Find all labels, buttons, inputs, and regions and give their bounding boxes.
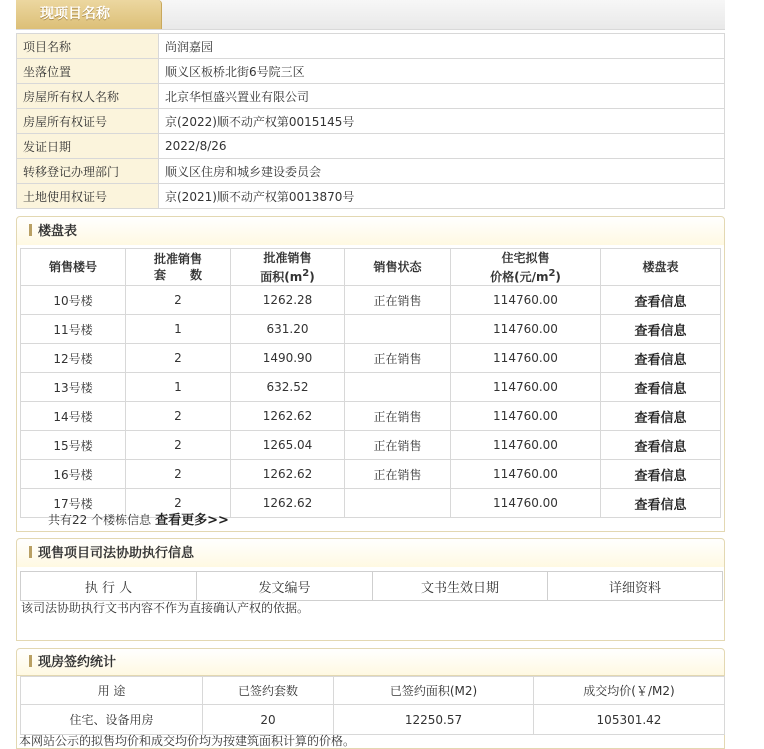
buildings-section-title: 楼盘表	[38, 224, 78, 239]
buildings-count-text: 共有22 个楼栋信息	[48, 513, 152, 527]
units: 2	[126, 460, 231, 489]
col-header-signed-count: 已签约套数	[203, 677, 334, 705]
area: 1490.90	[231, 344, 345, 373]
buildings-section-header	[16, 216, 725, 246]
info-value: 尚润嘉园	[159, 34, 725, 59]
info-row	[17, 159, 725, 184]
units: 2	[126, 402, 231, 431]
info-label: 项目名称	[17, 34, 159, 59]
col-header-area: 批准销售 面积$(m^2)$	[231, 249, 345, 286]
view-more-link[interactable]: 查看更多>>	[155, 513, 229, 528]
info-label: 转移登记办理部门	[17, 159, 159, 184]
info-row	[17, 59, 725, 84]
units: 2	[126, 431, 231, 460]
area: 1262.62	[231, 489, 345, 518]
info-label: 发证日期	[17, 134, 159, 159]
info-row	[17, 184, 725, 209]
view-info-link[interactable]: 查看信息	[601, 315, 721, 344]
sales-status	[345, 373, 451, 402]
info-label: 土地使用权证号	[17, 184, 159, 209]
col-header-avg-price: 成交均价(￥/M2)	[534, 677, 725, 705]
view-info-link[interactable]: 查看信息	[601, 286, 721, 315]
judicial-header-row	[21, 572, 723, 601]
price: 114760.00	[451, 431, 601, 460]
building-no: 13号楼	[21, 373, 126, 402]
building-no: 12号楼	[21, 344, 126, 373]
judicial-table	[20, 571, 723, 601]
price: 114760.00	[451, 460, 601, 489]
col-header-use: 用 途	[21, 677, 203, 705]
signed-area: 12250.57	[334, 705, 534, 735]
price: 114760.00	[451, 402, 601, 431]
view-info-link[interactable]: 查看信息	[601, 344, 721, 373]
col-header-price: 住宅拟售 价格(元$/m^2$)	[451, 249, 601, 286]
stats-note: 本网站公示的拟售均价和成交均价均为按建筑面积计算的价格。	[19, 734, 356, 748]
stats-section-title: 现房签约统计	[38, 655, 117, 670]
col-header-table: 楼盘表	[601, 249, 721, 286]
signed-count: 20	[203, 705, 334, 735]
info-label: 房屋所有权人名称	[17, 84, 159, 109]
table-row	[21, 344, 721, 373]
section-marker-icon	[29, 655, 32, 667]
view-info-link[interactable]: 查看信息	[601, 373, 721, 402]
units: 2	[126, 489, 231, 518]
col-header-signed-area: 已签约面积(M2)	[334, 677, 534, 705]
col-header-effective-date: 文书生效日期	[373, 572, 548, 601]
building-no: 15号楼	[21, 431, 126, 460]
sales-status: 正在销售	[345, 286, 451, 315]
project-info-table	[16, 33, 725, 209]
area: 1262.62	[231, 402, 345, 431]
use: 住宅、设备用房	[21, 705, 203, 735]
table-row	[21, 402, 721, 431]
units: 2	[126, 344, 231, 373]
price: 114760.00	[451, 315, 601, 344]
col-header-building: 销售楼号	[21, 249, 126, 286]
info-value: 京(2022)顺不动产权第0015145号	[159, 109, 725, 134]
table-row	[21, 315, 721, 344]
info-value: 京(2021)顺不动产权第0013870号	[159, 184, 725, 209]
col-header-units: 批准销售 套 数	[126, 249, 231, 286]
info-row	[17, 109, 725, 134]
buildings-table	[20, 248, 721, 518]
info-value: 顺义区板桥北街6号院三区	[159, 59, 725, 84]
info-value: 北京华恒盛兴置业有限公司	[159, 84, 725, 109]
units: 1	[126, 315, 231, 344]
col-header-details: 详细资料	[548, 572, 723, 601]
view-info-link[interactable]: 查看信息	[601, 431, 721, 460]
area: 1262.28	[231, 286, 345, 315]
info-row	[17, 84, 725, 109]
info-label: 坐落位置	[17, 59, 159, 84]
table-row	[21, 431, 721, 460]
building-no: 17号楼	[21, 489, 126, 518]
stats-header-row	[21, 677, 725, 705]
area: 632.52	[231, 373, 345, 402]
header-bar	[16, 0, 725, 30]
building-no: 14号楼	[21, 402, 126, 431]
view-info-link[interactable]: 查看信息	[601, 489, 721, 518]
col-header-executor: 执 行 人	[21, 572, 197, 601]
units: 2	[126, 286, 231, 315]
sales-status	[345, 315, 451, 344]
price: 114760.00	[451, 489, 601, 518]
table-row	[21, 460, 721, 489]
sales-status: 正在销售	[345, 460, 451, 489]
info-row	[17, 134, 725, 159]
info-value: 顺义区住房和城乡建设委员会	[159, 159, 725, 184]
price: 114760.00	[451, 286, 601, 315]
judicial-section-title: 现售项目司法协助执行信息	[38, 546, 195, 561]
judicial-note: 该司法协助执行文书内容不作为直接确认产权的依据。	[21, 601, 310, 615]
table-row	[21, 286, 721, 315]
info-label: 房屋所有权证号	[17, 109, 159, 134]
sales-status: 正在销售	[345, 431, 451, 460]
view-info-link[interactable]: 查看信息	[601, 402, 721, 431]
judicial-section-header	[16, 538, 725, 568]
info-row	[17, 34, 725, 59]
buildings-summary	[48, 509, 229, 528]
area: 1265.04	[231, 431, 345, 460]
section-marker-icon	[29, 224, 32, 236]
area: 1262.62	[231, 460, 345, 489]
sales-status: 正在销售	[345, 402, 451, 431]
col-header-status: 销售状态	[345, 249, 451, 286]
info-value: 2022/8/26	[159, 134, 725, 159]
sales-stats-table	[20, 676, 725, 735]
building-no: 16号楼	[21, 460, 126, 489]
table-row	[21, 705, 725, 735]
buildings-header-row	[21, 249, 721, 286]
price: 114760.00	[451, 344, 601, 373]
sales-status: 正在销售	[345, 344, 451, 373]
view-info-link[interactable]: 查看信息	[601, 460, 721, 489]
avg-price: 105301.42	[534, 705, 725, 735]
building-no: 11号楼	[21, 315, 126, 344]
units: 1	[126, 373, 231, 402]
building-no: 10号楼	[21, 286, 126, 315]
stats-section-header	[16, 648, 725, 676]
section-marker-icon	[29, 546, 32, 558]
price: 114760.00	[451, 373, 601, 402]
table-row	[21, 373, 721, 402]
header-tab-title[interactable]: 现项目名称	[16, 0, 162, 29]
sales-status	[345, 489, 451, 518]
col-header-doc-no: 发文编号	[197, 572, 373, 601]
area: 631.20	[231, 315, 345, 344]
